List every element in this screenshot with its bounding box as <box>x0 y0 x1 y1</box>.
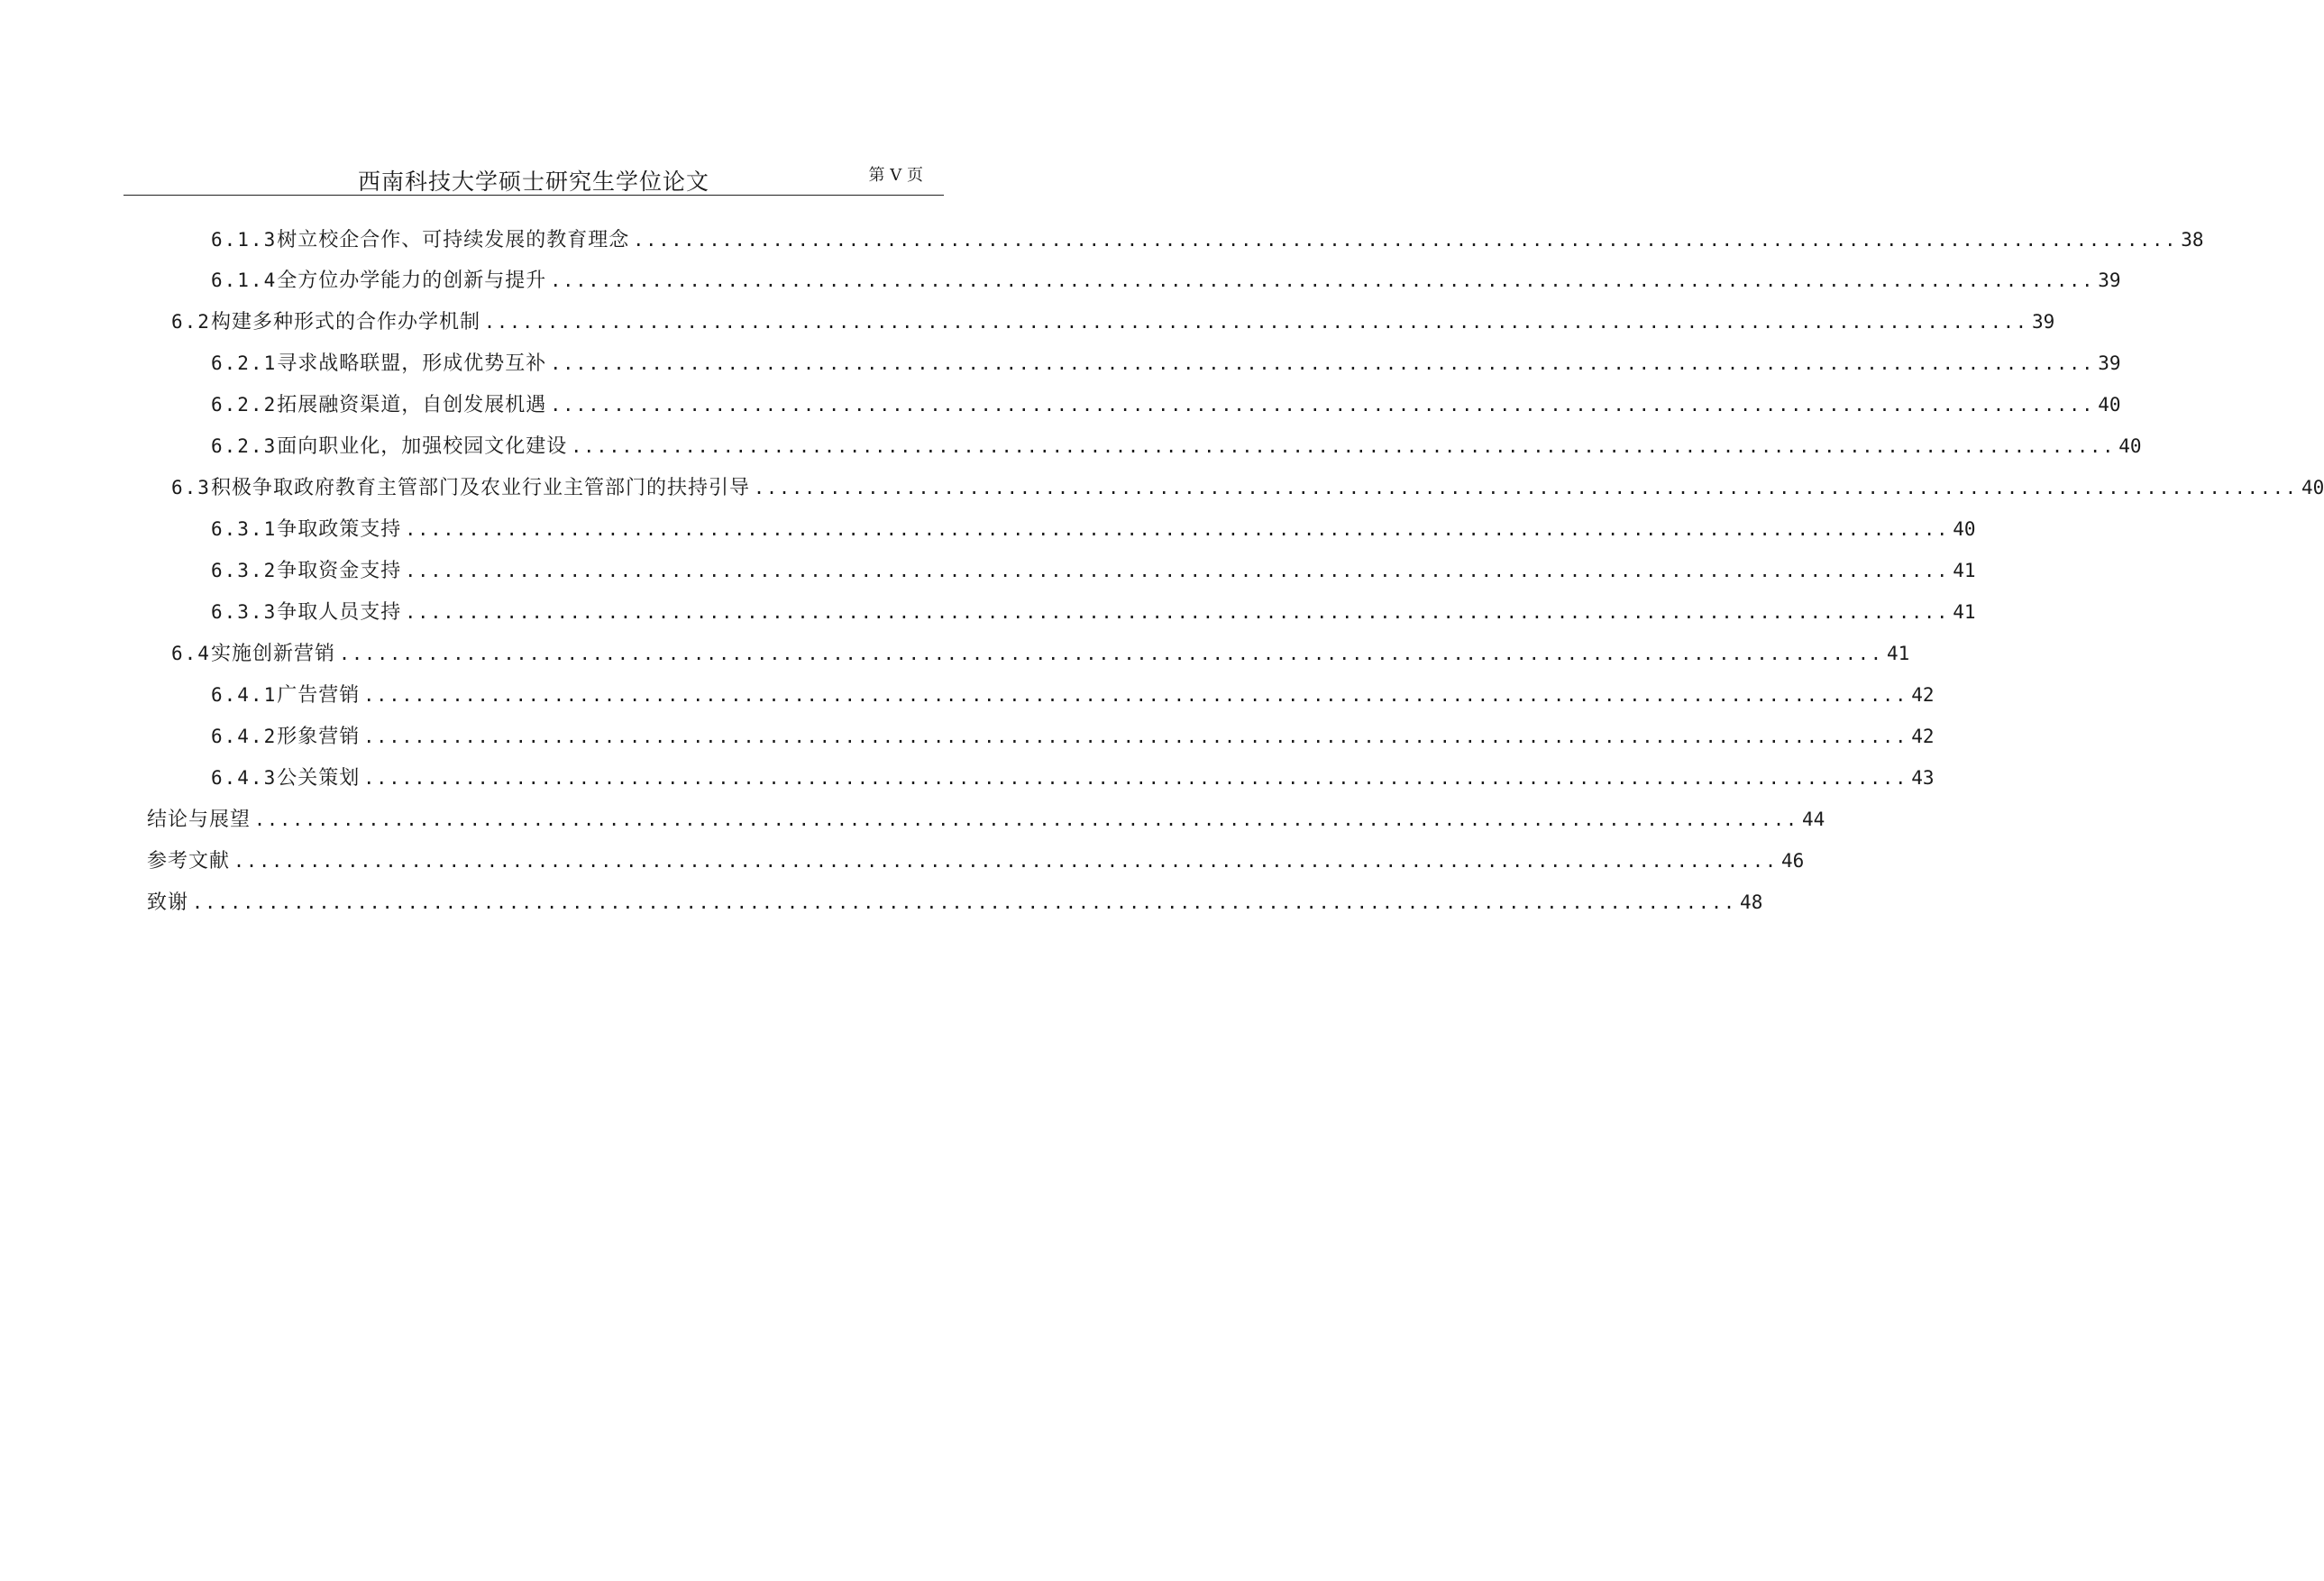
toc-dot-leader: .......................................................................................................................... <box>192 891 1737 913</box>
toc-entry-page: 39 <box>2098 352 2121 374</box>
toc-entry-title: 争取人员支持 <box>277 601 402 624</box>
toc-entry-number: 6.4.2 <box>211 726 278 747</box>
toc-entry-number: 6.2.2 <box>211 394 278 416</box>
toc-entry-number: 6.4.3 <box>211 767 278 789</box>
toc-entry-page: 42 <box>1911 726 1935 747</box>
toc-entry-6-4-2[interactable] <box>211 722 1935 751</box>
toc-entry-6-3-1[interactable] <box>211 515 1976 544</box>
toc-dot-leader: .......................................................................................................................... <box>405 560 1950 581</box>
toc-entry-title: 结论与展望 <box>147 809 252 831</box>
toc-entry-6-4-1[interactable] <box>211 681 1935 709</box>
header-title: 西南科技大学硕士研究生学位论文 <box>357 169 709 195</box>
toc-entry-page: 43 <box>1911 767 1935 789</box>
toc-entry-6-2-2[interactable] <box>211 390 2121 419</box>
toc-dot-leader: .......................................................................................................................... <box>633 229 2178 251</box>
toc-entry-page: 40 <box>2118 435 2142 457</box>
toc-entry-page: 42 <box>1911 684 1935 706</box>
toc-entry-number: 6.2.3 <box>211 435 278 457</box>
toc-entry-6-2-3[interactable] <box>211 432 2142 461</box>
toc-dot-leader: .......................................................................................................................... <box>753 477 2298 498</box>
toc-entry-page: 41 <box>1953 601 1976 623</box>
toc-entry-page: 40 <box>2301 477 2324 498</box>
toc-entry-title: 积极争取政府教育主管部门及农业行业主管部门的扶持引导 <box>210 477 750 499</box>
toc-entry-6-2[interactable] <box>171 307 2055 336</box>
toc-entry-page: 44 <box>1802 809 1825 830</box>
toc-entry-title-part-2: 谢 <box>168 891 189 914</box>
toc-dot-leader: .......................................................................................................................... <box>550 352 2095 374</box>
toc-entry-page: 48 <box>1740 891 1763 913</box>
header-page-label: 第 V 页 <box>868 166 923 185</box>
toc-dot-leader: .......................................................................................................................... <box>550 270 2095 291</box>
toc-entry-title: 公关策划 <box>277 767 361 790</box>
toc-entry-6-3-2[interactable] <box>211 556 1976 585</box>
toc-entry-title: 面向职业化，加强校园文化建设 <box>277 435 568 458</box>
toc-entry-number: 6.3.1 <box>211 518 278 540</box>
toc-dot-leader: .......................................................................................................................... <box>405 601 1950 623</box>
toc-entry-acknowledgements[interactable] <box>147 888 1763 917</box>
toc-entry-6-4-3[interactable] <box>211 763 1935 792</box>
toc-entry-number: 6.3 <box>171 477 211 498</box>
page-header <box>124 153 944 196</box>
toc-dot-leader: .......................................................................................................................... <box>233 850 1779 872</box>
toc-entry-title: 争取政策支持 <box>277 518 402 541</box>
toc-entry-number: 6.1.3 <box>211 229 278 251</box>
toc-entry-title: 构建多种形式的合作办学机制 <box>210 311 480 334</box>
toc-dot-leader: .......................................................................................................................... <box>483 311 2028 333</box>
toc-entry-number: 6.4.1 <box>211 684 278 706</box>
toc-entry-number: 6.2 <box>171 311 211 333</box>
toc-entry-number: 6.3.3 <box>211 601 278 623</box>
toc-entry-page: 38 <box>2181 229 2204 251</box>
toc-dot-leader: .......................................................................................................................... <box>550 394 2095 416</box>
toc-entry-number: 6.2.1 <box>211 352 278 374</box>
toc-dot-leader: .......................................................................................................................... <box>363 684 1908 706</box>
toc-entry-page: 41 <box>1953 560 1976 581</box>
toc-entry-page: 39 <box>2031 311 2055 333</box>
toc-entry-title: 广告营销 <box>277 684 361 707</box>
toc-entry-title: 全方位办学能力的创新与提升 <box>277 270 547 292</box>
toc-entry-number: 6.4 <box>171 643 211 664</box>
toc-dot-leader: .......................................................................................................................... <box>338 643 1883 664</box>
toc-entry-6-3[interactable] <box>171 473 2324 502</box>
toc-dot-leader: .......................................................................................................................... <box>571 435 2116 457</box>
toc-entry-6-2-1[interactable] <box>211 349 2121 378</box>
toc-dot-leader: .......................................................................................................................... <box>363 726 1908 747</box>
toc-entry-references[interactable] <box>147 846 1805 875</box>
toc-entry-page: 39 <box>2098 270 2121 291</box>
toc-entry-title: 形象营销 <box>277 726 361 748</box>
toc-entry-page: 40 <box>2098 394 2121 416</box>
toc-dot-leader: .......................................................................................................................... <box>405 518 1950 540</box>
toc-entry-6-1-4[interactable] <box>211 266 2121 295</box>
toc-entry-page: 40 <box>1953 518 1976 540</box>
toc-entry-page: 41 <box>1886 643 1910 664</box>
toc-entry-title: 争取资金支持 <box>277 560 402 582</box>
toc-entry-number: 6.3.2 <box>211 560 278 581</box>
toc-entry-title: 拓展融资渠道，自创发展机遇 <box>277 394 547 416</box>
toc-entry-title: 树立校企合作、可持续发展的教育理念 <box>277 229 630 251</box>
toc-dot-leader: .......................................................................................................................... <box>254 809 1799 830</box>
toc-entry-title: 寻求战略联盟，形成优势互补 <box>277 352 547 375</box>
toc-dot-leader: .......................................................................................................................... <box>363 767 1908 789</box>
toc-entry-6-4[interactable] <box>171 639 1910 668</box>
toc-entry-number: 6.1.4 <box>211 270 278 291</box>
toc-entry-title-part-1: 致 <box>147 891 169 914</box>
toc-entry-title: 实施创新营销 <box>210 643 335 665</box>
toc-entry-title: 参考文献 <box>147 850 231 873</box>
toc-entry-6-1-3[interactable] <box>211 225 2204 254</box>
toc-entry-conclusion[interactable] <box>147 805 1825 834</box>
toc-entry-page: 46 <box>1781 850 1805 872</box>
toc-entry-6-3-3[interactable] <box>211 598 1976 626</box>
